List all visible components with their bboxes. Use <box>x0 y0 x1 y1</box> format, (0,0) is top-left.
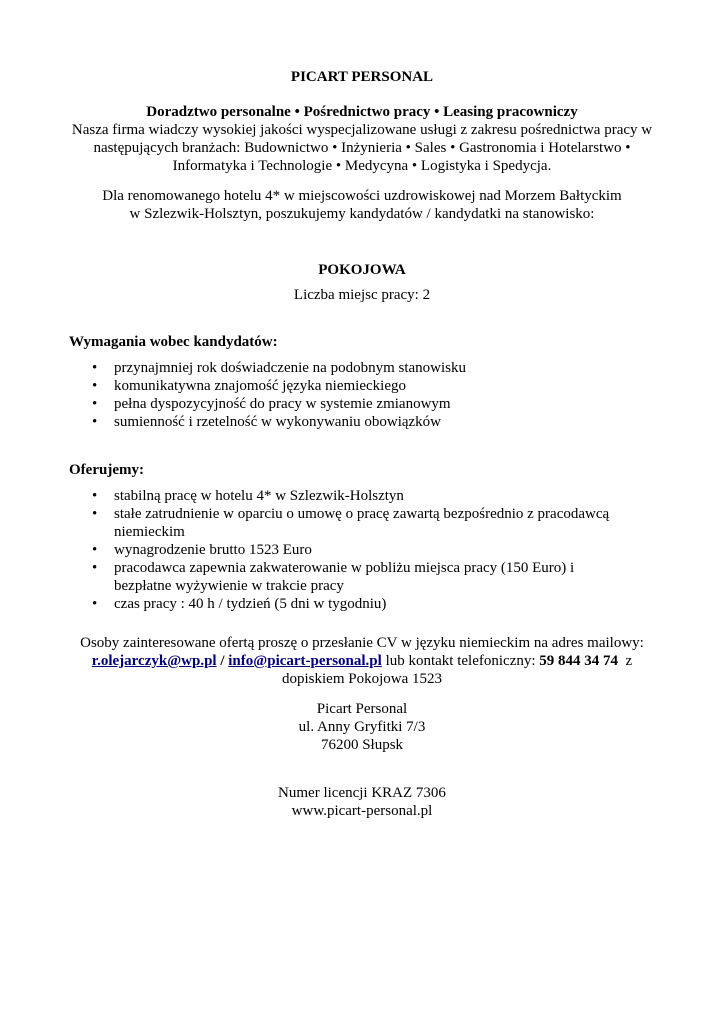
contact-line-2 <box>60 652 664 670</box>
bullet-icon: • <box>92 360 98 376</box>
intro-line: Informatyka i Technologie • Medycyna • Logistyka i Spedycja. <box>172 158 552 174</box>
footer-block <box>60 784 664 820</box>
hotel-paragraph <box>60 187 664 223</box>
email-link-olejarczyk[interactable]: r.olejarczyk@wp.pl <box>91 653 217 669</box>
phone-label: lub kontakt telefoniczny: <box>385 653 536 669</box>
services-line: Doradztwo personalne • Pośrednictwo pracy • Leasing pracowniczy <box>146 104 578 120</box>
contact-line: dopiskiem Pokojowa 1523 <box>282 671 442 687</box>
requirements-list <box>92 359 652 431</box>
email-separator: / <box>220 653 225 669</box>
list-item <box>92 487 632 505</box>
contact-line: Osoby zainteresowane ofertą proszę o przesłanie CV w języku niemieckim na adres mailowy: <box>80 635 644 651</box>
list-item <box>92 541 632 559</box>
license-number: Numer licencji KRAZ 7306 <box>278 785 446 801</box>
list-item <box>92 559 632 595</box>
offer-heading: Oferujemy: <box>69 462 144 478</box>
contact-suffix: z <box>625 653 633 669</box>
list-item-text: pracodawca zapewnia zakwaterowanie w pobliżu miejsca pracy (150 Euro) i bezpłatne wyżywienie w trakcie pracy <box>114 560 575 594</box>
address-name: Picart Personal <box>316 701 408 717</box>
list-item <box>92 395 652 413</box>
offer-list <box>92 487 632 613</box>
bullet-icon: • <box>92 488 98 504</box>
intro-line: Nasza firma wiadczy wysokiej jakości wyspecjalizowane usługi z zakresu pośrednictwa pracy w <box>71 122 653 138</box>
requirements-heading: Wymagania wobec kandydatów: <box>69 334 278 350</box>
position-title: POKOJOWA <box>318 262 406 278</box>
bullet-icon: • <box>92 596 98 612</box>
intro-paragraph <box>60 121 664 175</box>
website-link[interactable]: www.picart-personal.pl <box>291 803 433 819</box>
bullet-icon: • <box>92 396 98 412</box>
list-item <box>92 413 652 431</box>
list-item-text: pełna dyspozycyjność do pracy w systemie zmianowym <box>114 396 451 412</box>
position-openings: Liczba miejsc pracy: 2 <box>293 287 431 303</box>
list-item <box>92 595 632 613</box>
list-item <box>92 377 652 395</box>
list-item-text: wynagrodzenie brutto 1523 Euro <box>114 542 312 558</box>
address-city: 76200 Słupsk <box>320 737 404 753</box>
list-item-text: sumienność i rzetelność w wykonywaniu obowiązków <box>114 414 442 430</box>
company-name: PICART PERSONAL <box>290 69 434 85</box>
address-block <box>60 700 664 754</box>
intro-line: następujących branżach: Budownictwo • Inżynieria • Sales • Gastronomia i Hotelarstwo • <box>93 140 631 156</box>
list-item-text: czas pracy : 40 h / tydzień (5 dni w tygodniu) <box>114 596 387 612</box>
bullet-icon: • <box>92 378 98 394</box>
list-item-text: komunikatywna znajomość języka niemieckiego <box>114 378 406 394</box>
bullet-icon: • <box>92 506 98 522</box>
hotel-line: w Szlezwik-Holsztyn, poszukujemy kandydatów / kandydatki na stanowisko: <box>129 206 595 222</box>
list-item <box>92 505 632 541</box>
email-link-info[interactable]: info@picart-personal.pl <box>228 653 382 669</box>
bullet-icon: • <box>92 560 98 576</box>
contact-paragraph <box>60 634 664 688</box>
list-item-text: stałe zatrudnienie w oparciu o umowę o pracę zawartą bezpośrednio z pracodawcą niemieckim <box>114 506 610 540</box>
hotel-line: Dla renomowanego hotelu 4* w miejscowości uzdrowiskowej nad Morzem Bałtyckim <box>102 188 622 204</box>
address-street: ul. Anny Gryfitki 7/3 <box>298 719 426 735</box>
list-item-text: stabilną pracę w hotelu 4* w Szlezwik-Holsztyn <box>114 488 404 504</box>
list-item <box>92 359 652 377</box>
phone-number: 59 844 34 74 <box>539 653 619 669</box>
bullet-icon: • <box>92 542 98 558</box>
list-item-text: przynajmniej rok doświadczenie na podobnym stanowisku <box>114 360 467 376</box>
bullet-icon: • <box>92 414 98 430</box>
